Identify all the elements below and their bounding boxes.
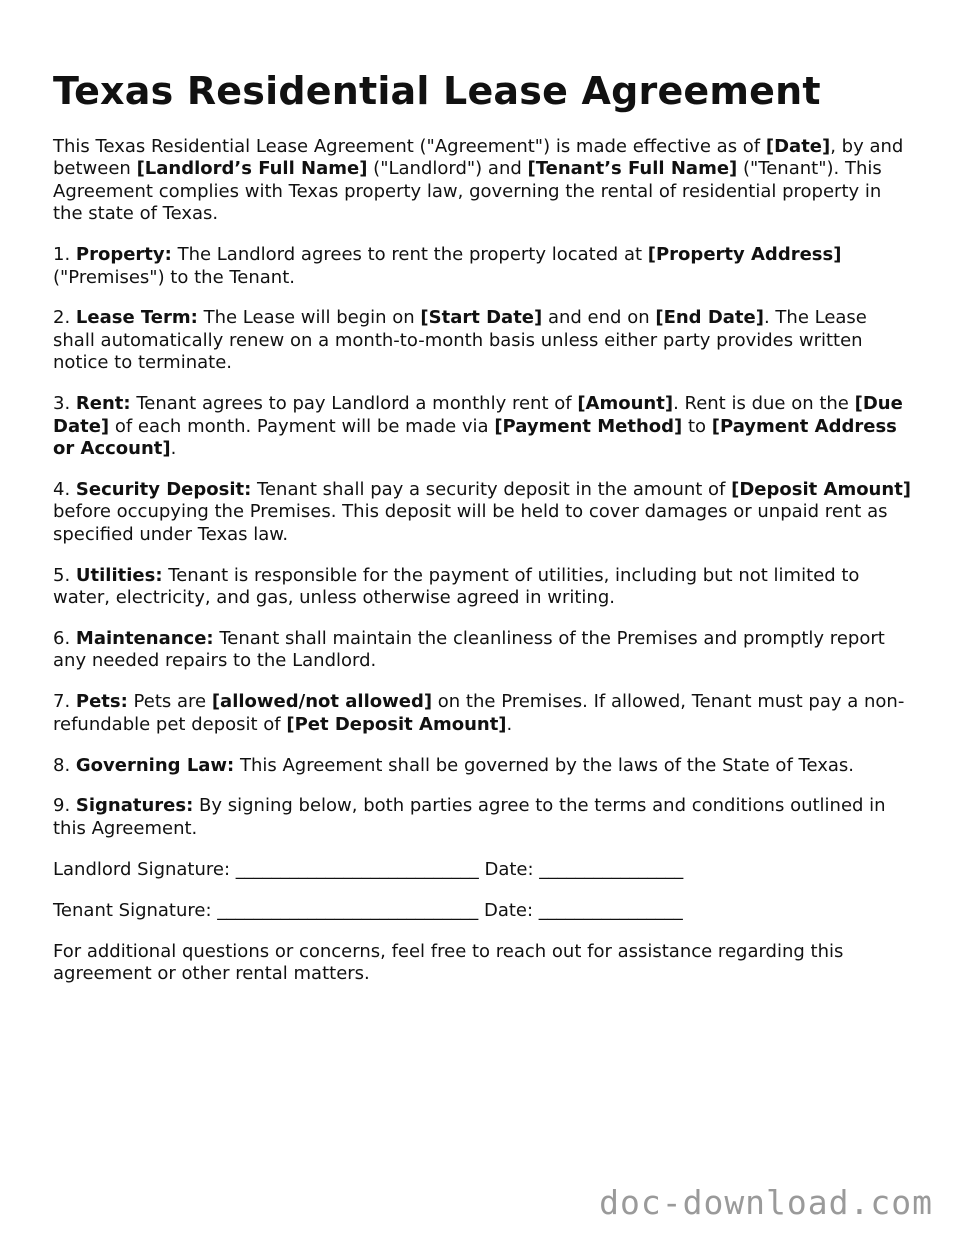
section-text: Pets are	[127, 691, 212, 713]
section-lease-term	[53, 307, 913, 374]
section-heading: Rent:	[75, 393, 131, 415]
section-text: on the Premises. If allowed, Tenant must pay a non-refundable pet deposit of	[53, 691, 905, 735]
section-text: to	[682, 415, 712, 437]
section-signatures	[53, 795, 913, 840]
intro-text-2: , by and between	[53, 136, 904, 180]
section-number: 3.	[53, 393, 76, 415]
section-text: and end on	[542, 307, 656, 329]
amount-placeholder: [Amount]	[577, 393, 674, 415]
section-text: Tenant agrees to pay Landlord a monthly rent of	[130, 393, 578, 415]
section-pets	[53, 691, 913, 736]
section-text: before occupying the Premises. This deposit will be held to cover damages or unpaid rent as specified under Texas law.	[53, 501, 888, 545]
section-number: 8.	[53, 754, 76, 776]
tenant-name-placeholder: [Tenant’s Full Name]	[527, 158, 738, 180]
section-heading: Pets:	[75, 691, 128, 713]
pets-allowed-placeholder: [allowed/not allowed]	[211, 691, 433, 713]
section-number: 9.	[53, 795, 76, 817]
document-page	[53, 68, 913, 1004]
section-text: Tenant shall pay a security deposit in the amount of	[251, 478, 732, 500]
section-heading: Maintenance:	[75, 627, 214, 649]
section-text: .	[170, 437, 177, 459]
intro-text-1: This Texas Residential Lease Agreement ("Agreement") is made effective as of	[53, 136, 766, 157]
watermark: doc-download.com	[599, 1183, 933, 1222]
section-governing-law	[53, 755, 913, 777]
section-heading: Utilities:	[75, 564, 163, 586]
section-number: 2.	[53, 307, 76, 329]
section-number: 7.	[53, 691, 76, 713]
section-text: . The Lease shall automatically renew on a month-to-month basis unless either party provides written notice to terminate.	[53, 307, 867, 374]
section-heading: Signatures:	[75, 795, 194, 817]
section-text: .	[506, 713, 513, 735]
section-property	[53, 244, 913, 289]
property-address-placeholder: [Property Address]	[647, 244, 842, 266]
intro-text-4: ("Tenant"). This Agreement complies with Texas property law, governing the rental of residential property in the state of Texas.	[53, 158, 882, 225]
payment-address-placeholder: [Payment Address or Account]	[53, 415, 897, 459]
section-heading: Governing Law:	[75, 754, 235, 776]
pet-deposit-placeholder: [Pet Deposit Amount]	[286, 713, 507, 735]
section-text: of each month. Payment will be made via	[109, 415, 495, 437]
section-number: 5.	[53, 564, 76, 586]
due-date-placeholder: [Due Date]	[53, 393, 903, 437]
landlord-name-placeholder: [Landlord’s Full Name]	[136, 158, 368, 180]
section-text: By signing below, both parties agree to the terms and conditions outlined in this Agreement.	[53, 795, 886, 839]
section-maintenance	[53, 628, 913, 673]
date-placeholder: [Date]	[765, 136, 831, 157]
intro-text-3: ("Landlord") and	[367, 158, 528, 180]
end-date-placeholder: [End Date]	[655, 307, 764, 329]
deposit-amount-placeholder: [Deposit Amount]	[731, 478, 912, 500]
section-heading: Lease Term:	[75, 307, 198, 329]
section-utilities	[53, 565, 913, 610]
section-text: The Lease will begin on	[197, 307, 421, 329]
section-text: This Agreement shall be governed by the laws of the State of Texas.	[234, 754, 854, 776]
section-number: 6.	[53, 627, 76, 649]
landlord-signature-line[interactable]: Landlord Signature: ___________________________ Date: ________________	[53, 858, 684, 880]
tenant-signature-line[interactable]: Tenant Signature: _____________________________ Date: ________________	[53, 899, 683, 921]
closing-paragraph: For additional questions or concerns, feel free to reach out for assistance regarding this agreement or other rental matters.	[53, 940, 844, 984]
section-rent	[53, 393, 913, 460]
section-text: The Landlord agrees to rent the property located at	[171, 244, 648, 266]
section-number: 1.	[53, 244, 76, 266]
section-text: Tenant is responsible for the payment of utilities, including but not limited to water, electricity, and gas, unless otherwise agreed in writing.	[53, 564, 860, 608]
section-heading: Security Deposit:	[75, 478, 252, 500]
section-number: 4.	[53, 478, 76, 500]
intro-paragraph	[53, 136, 913, 226]
section-text: Tenant shall maintain the cleanliness of the Premises and promptly report any needed repairs to the Landlord.	[53, 627, 885, 672]
section-security-deposit	[53, 479, 913, 546]
start-date-placeholder: [Start Date]	[420, 307, 543, 329]
payment-method-placeholder: [Payment Method]	[494, 415, 683, 437]
section-text: ("Premises") to the Tenant.	[53, 266, 295, 288]
document-title: Texas Residential Lease Agreement	[53, 69, 821, 113]
section-heading: Property:	[75, 244, 172, 266]
section-text: . Rent is due on the	[673, 393, 855, 415]
